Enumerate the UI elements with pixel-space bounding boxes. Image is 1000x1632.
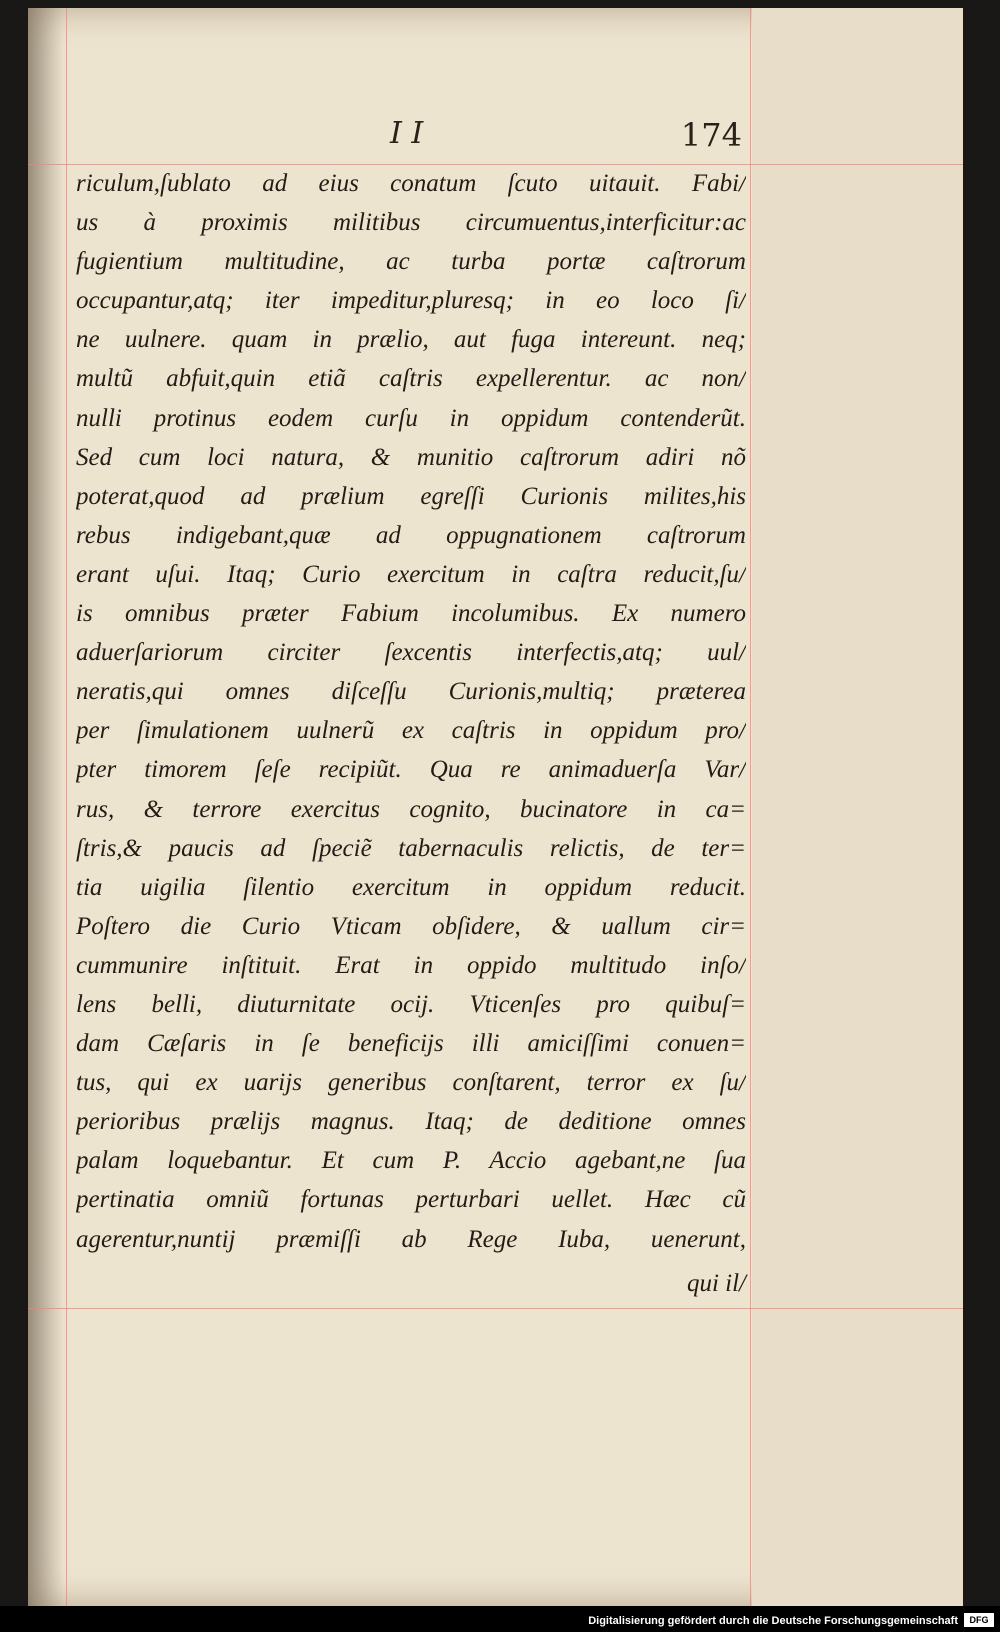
text-line: lens belli, diuturnitate ocij. Vticenſes pro quibuſ= [76,990,746,1018]
text-line: rus, & terrore exercitus cognito, bucinatore in ca= [76,795,746,823]
catchword: qui il/ [686,1270,746,1297]
text-line: agerentur,nuntij præmiſſi ab Rege Iuba, uenerunt, [76,1225,746,1253]
text-line: Sed cum loci natura, & munitio caſtrorum adiri nõ [76,443,746,471]
text-line: cummunire inſtituit. Erat in oppido multitudo inſo/ [76,951,746,979]
page-header [68,116,748,156]
text-line: fugientium multitudine, ac turba portæ caſtrorum [76,248,746,276]
funding-credit: Digitalisierung gefördert durch die Deutsche Forschungsgemeinschaft [588,1615,958,1627]
digitization-footer [0,1606,1000,1632]
left-red-rule [66,8,67,1606]
text-line: Poſtero die Curio Vticam obſidere, & uallum cir= [76,912,746,940]
text-line: tia uigilia ſilentio exercitum in oppidum reducit. [76,873,746,901]
text-line: perioribus prælijs magnus. Itaq; de deditione omnes [76,1108,746,1136]
body-text [76,164,746,1259]
text-line: multũ abfuit,quin etiã caſtris expellerentur. ac non/ [76,365,746,393]
signature-mark: I I [390,116,424,151]
text-line: neratis,qui omnes diſceſſu Curionis,multiq; præterea [76,678,746,706]
text-line: palam loquebantur. Et cum P. Accio agebant,ne ſua [76,1147,746,1175]
page-outer-margin [752,8,963,1606]
text-line: us à proximis militibus circumuentus,interficitur:ac [76,209,746,237]
text-line: nulli protinus eodem curſu in oppidum contenderũt. [76,404,746,432]
text-line: tus, qui ex uarijs generibus conſtarent, terror ex ſu/ [76,1069,746,1097]
text-line: per ſimulationem uulnerũ ex caſtris in oppidum pro/ [76,717,746,745]
text-line: is omnibus præter Fabium incolumibus. Ex numero [76,600,746,628]
page-number: 174 [680,116,742,154]
text-line: aduerſariorum circiter ſexcentis interfectis,atq; uul/ [76,639,746,667]
book-page [28,8,963,1606]
dfg-logo: DFG [964,1613,994,1627]
text-line: rebus indigebant,quæ ad oppugnationem caſtrorum [76,521,746,549]
gutter-shadow [28,8,64,1606]
text-line: ne uulnere. quam in prælio, aut fuga intereunt. neq; [76,326,746,354]
text-line: occupantur,atq; iter impeditur,pluresq; in eo loco ſi/ [76,287,746,315]
text-line: pter timorem ſeſe recipiũt. Qua re animaduerſa Var/ [76,756,746,784]
text-line: poterat,quod ad prælium egreſſi Curionis milites,his [76,482,746,510]
text-line: dam Cæſaris in ſe beneficijs illi amiciſſimi conuen= [76,1030,746,1058]
text-line: ſtris,& paucis ad ſpeciẽ tabernaculis relictis, de ter= [76,834,746,862]
text-line: erant uſui. Itaq; Curio exercitum in caſtra reducit,ſu/ [76,560,746,588]
text-line: riculum,ſublato ad eius conatum ſcuto uitauit. Fabi/ [76,170,746,197]
right-red-rule [750,8,751,1606]
text-line: pertinatia omniũ fortunas perturbari uellet. Hæc cũ [76,1186,746,1214]
bottom-red-rule [28,1308,963,1309]
